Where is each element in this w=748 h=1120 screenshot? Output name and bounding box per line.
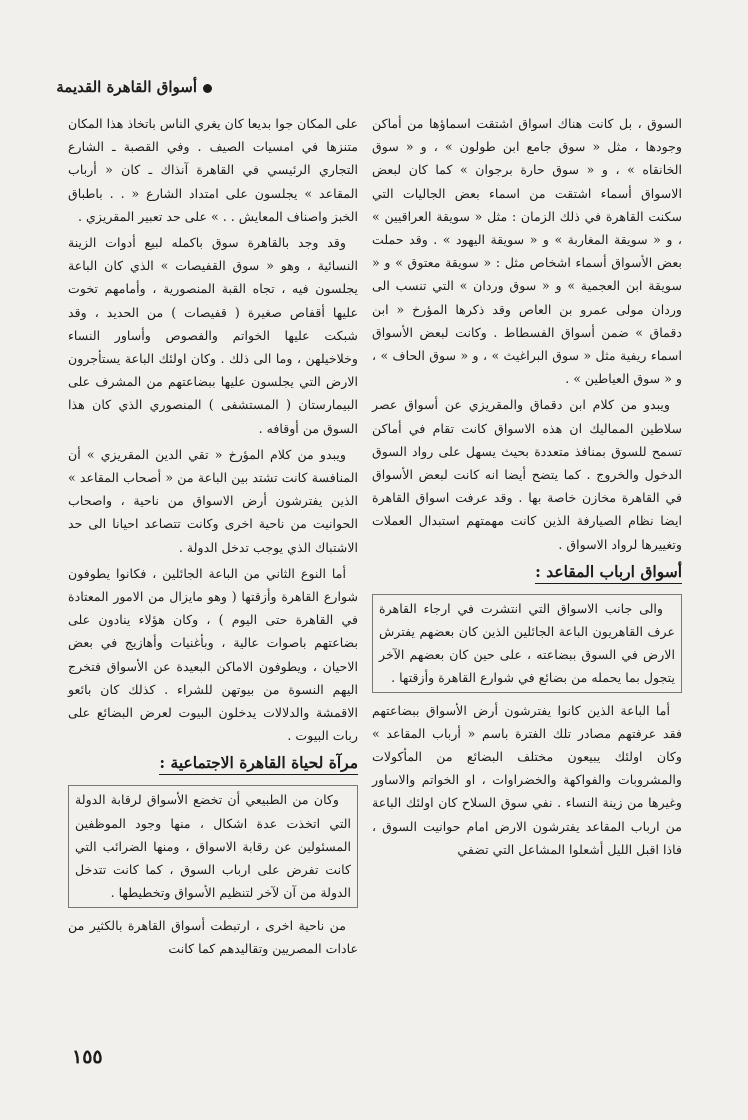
paragraph: ويبدو من كلام المؤرخ « تقي الدين المقريزي » أن المنافسة كانت تشتد بين الباعة من « أصحاب المقاعد » الذين يفترشون أرض الاسواق من ناحية ، واصحاب الحوانيت من ناحية اخرى وكانت تتصاعد احيانا الى حد الاشتباك الذي يوجب تدخل الدولة . [68,446,358,555]
running-header [56,78,212,96]
paragraph: أما النوع الثاني من الباعة الجائلين ، فكانوا يطوفون شوارع القاهرة وأزقتها ( وهو مايزال من الامور المعتادة في القاهرة حتى اليوم ) ، وكان هؤلاء ينادون على بضاعتهم باصوات عالية ، وبأغنيات وأهازيج في بعض الاحيان ، ويطوفون الاماكن البعيدة عن الأسواق فتخرج اليهم النسوة من بيوتهن للشراء . كذلك كان بائعو الاقمشة والدلالات يدخلون البيوت لعرض البضائع على ربات البيوت . [68,565,358,744]
paragraph: أما الباعة الذين كانوا يفترشون أرض الأسواق ببضاعتهم فقد عرفتهم مصادر تلك الفترة باسم « أرباب المقاعد » وكان اولئك يبيعون مختلف البضائع من المأكولات والمشروبات والفواكهة والخضراوات ، او الخواتم والاساور وغيرها من زينة النساء . نفي سوق السلاح كان اولئك الباعة من ارباب المقاعد يفترشون الارض امام حوانيت السوق ، فاذا اقبل الليل أشعلوا المشاعل التي تضفي [372,702,682,857]
boxed-paragraph [372,594,682,693]
paragraph: وكان من الطبيعي أن تخضع الأسواق لرقابة الدولة التي اتخذت عدة اشكال ، منها وجود الموظفين المسئولين عن رقابة الاسواق ، ومنها الضرائب التي كانت تفرض على ارباب السوق ، كما كانت تتدخل الدولة من آن لآخر لتنظيم الأسواق وتخطيطها . [75,792,351,901]
page-number: ١٥٥ [72,1046,103,1068]
paragraph: والى جانب الاسواق التي انتشرت في ارجاء القاهرة عرف القاهريون الباعة الجائلين الذين كان بعضهم يفترش الارض في السوق ببضاعته ، على حين كان بعضهم الآخر يتجول بما يحمله من بضائع في شوارع القاهرة وأزقتها . [379,600,675,686]
paragraph: ويبدو من كلام ابن دقماق والمقريزي عن أسواق عصر سلاطين المماليك ان هذه الاسواق كانت تقام في أماكن تسمح للسوق بمنافذ متعددة بحيث يسهل على رواد السوق الدخول والخروج . كما يتضح أيضا انه كانت لبعض الأسواق في القاهرة مخازن خاصة بها . وقد عرفت اسواق القاهرة ايضا نظام الصيارفة الذين كانت مهمتهم استبدال العملات وتغييرها لرواد الاسواق . [372,397,682,552]
paragraph: وقد وجد بالقاهرة سوق باكمله لبيع أدوات الزينة النسائية ، وهو « سوق القفيصات » الذي كان الباعة يجلسون فيه ، تجاه القبة المنصورية ، وأمامهم تخوت عليها أقفاص صغيرة ( قفيصات ) من الحديد ، وقد شبكت عليها الخواتم والفصوص وأساور النساء وخلاخيلهن ، وما الى ذلك . وكان اولئك الباعة يستأجرون الارض التي يجلسون عليها ببضاعتهم من المشرف على البيمارستان ( المستشفى ) المنصوري الذي كان هذا السوق من أوقافه . [68,235,358,436]
paragraph: من ناحية اخرى ، ارتبطت أسواق القاهرة بالكثير من عادات المصريين وتقاليدهم كما كانت [68,917,358,956]
left-column [68,112,358,963]
paragraph: السوق ، بل كانت هناك اسواق اشتقت اسماؤها من أماكن وجودها ، مثل « سوق جامع ابن طولون » ، و « سوق الخانقاه » ، و « سوق حارة برجوان » كما كان لبعض الاسواق أسماء اشتقت من اسماء بعض الجاليات التي سكنت القاهرة في ذلك الزمان : مثل « سويقة العراقيين » ، و « سويقة المغاربة » و « سويقة اليهود » . وقد حملت بعض الأسواق أسماء اشخاص مثل : « سويقة معتوق » و « سويقة ابن العجمية » و « سوق وردان » التي تنسب الى وردان مولى عمرو بن العاص وقد ذكرها المؤرخ « ابن دقماق » ضمن أسواق الفسطاط . وكانت لبعض الأسواق اسماء ريفية مثل « سوق البراغيث » ، و « سوق الحاف » ، و « سوق العياطين » . [372,116,682,387]
bullet-icon [203,84,212,93]
running-header-title: أسواق القاهرة القديمة [56,78,197,96]
boxed-paragraph [68,785,358,907]
section-heading: مرآة لحياة القاهرة الاجتماعية : [159,752,358,775]
paragraph: على المكان جوا بديعا كان يغري الناس باتخاذ هذا المكان متنزها في امسيات الصيف . وفي القصبة ـ الشارع التجاري الرئيسي في القاهرة آنذاك ـ كان « أرباب المقاعد » يجلسون على امتداد الشارع « . . باطباق الخبز واصناف المعايش . . » على حد تعبير المقريزي . [68,116,358,224]
section-heading: أسواق ارباب المقاعد : [535,561,682,584]
section-heading-wrap [372,559,682,588]
section-heading-wrap [68,750,358,779]
right-column [372,112,682,864]
